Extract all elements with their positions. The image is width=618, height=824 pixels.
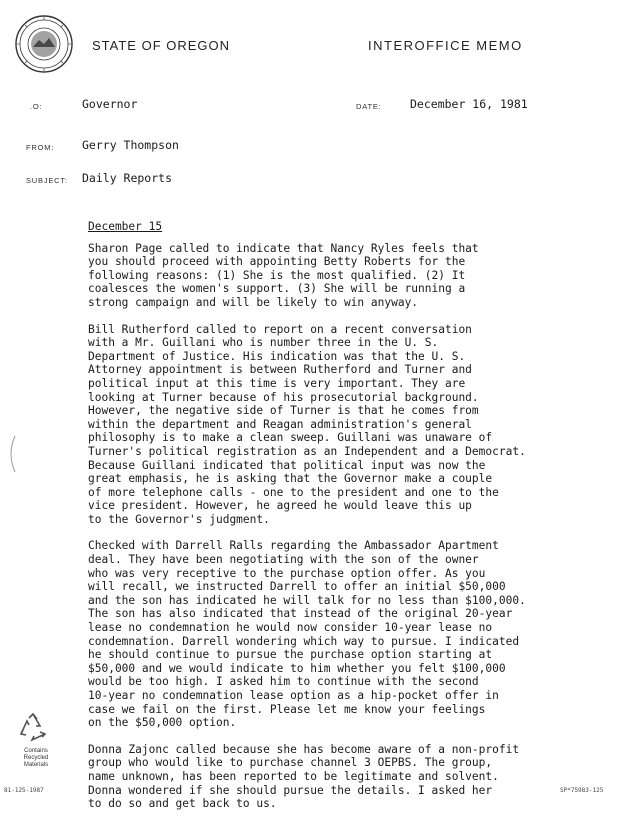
- to-label: .O:: [30, 102, 43, 111]
- paragraph-1: Sharon Page called to indicate that Nancy Ryles feels that you should proceed with appointing Betty Roberts for the following reasons: (1) She is the most qualified. (2) It coalesces the women's support. (3) She will be running a strong campaign and will be likely to win anyway.: [88, 241, 479, 309]
- recycle-line-1: Contains: [24, 748, 48, 754]
- page-code: SP*75983-125: [560, 787, 604, 794]
- to-value: Governor: [82, 97, 138, 111]
- memo-title: INTEROFFICE MEMO: [368, 38, 523, 53]
- margin-bracket-mark: [4, 434, 18, 474]
- paragraph-4: Donna Zajonc called because she has become aware of a non-profit group who would like to purchase channel 3 OEPBS. The group, name unknown, has been reported to be legitimate and solvent. Donna wondered if she should pursue the details. I asked her to do so and get back to us.: [88, 742, 520, 811]
- from-label: FROM:: [26, 143, 55, 152]
- state-seal-icon: [14, 14, 74, 74]
- subject-value: Daily Reports: [82, 171, 173, 185]
- recycle-line-3: Materials: [23, 762, 49, 768]
- recycle-caption: [8, 748, 64, 769]
- recycle-line-2: Recycled: [23, 755, 49, 761]
- section-date: December 15: [88, 220, 163, 233]
- date-label: DATE:: [356, 102, 382, 111]
- agency-heading: STATE OF OREGON: [92, 38, 231, 53]
- paragraph-3: Checked with Darrell Ralls regarding the Ambassador Apartment deal. They have been negotiating with the son of the owner who was very receptive to the purchase option offer. As you will recall, we instructed Darrell to offer an initial $50,000 and the son has indicated he will talk for no less than $100,000. The son has also indicated that instead of the original 20-year lease no condemnation he would now consider 10-year lease no condemnation. Darrell wondering which way to pursue. I indicated he should continue to pursue the purchase option starting at $50,000 and we would indicate to him whether you felt $100,000 would be too high. I asked him to continue with the second 10-year no condemnation lease option as a hip-pocket offer in case we fail on the first. Please let me know your feelings on the $50,000 option.: [88, 539, 526, 730]
- from-value: Gerry Thompson: [82, 138, 179, 152]
- subject-label: SUBJECT:: [26, 176, 68, 185]
- date-value: December 16, 1981: [410, 97, 528, 111]
- paragraph-2: Bill Rutherford called to report on a recent conversation with a Mr. Guillani who is number three in the U. S. Department of Justice. His indication was that the U. S. Attorney appointment is between Rutherford and Turner and political input at this time is very important. They are looking at Turner because of his prosecutorial background. However, the negative side of Turner is that he comes from within the department and Reagan administration's general philosophy is to make a clean sweep. Guillani was unaware of Turner's political registration as an Independent and a Democrat. Because Guillani indicated that political input was now the great emphasis, he is asking that the Governor make a couple of more telephone calls - one to the president and one to the vice president. However, he agreed he would leave this up to the Governor's judgment.: [88, 322, 526, 526]
- recycle-icon: [16, 710, 50, 744]
- form-code: 81-125-1987: [4, 787, 44, 794]
- memo-body: [88, 220, 608, 824]
